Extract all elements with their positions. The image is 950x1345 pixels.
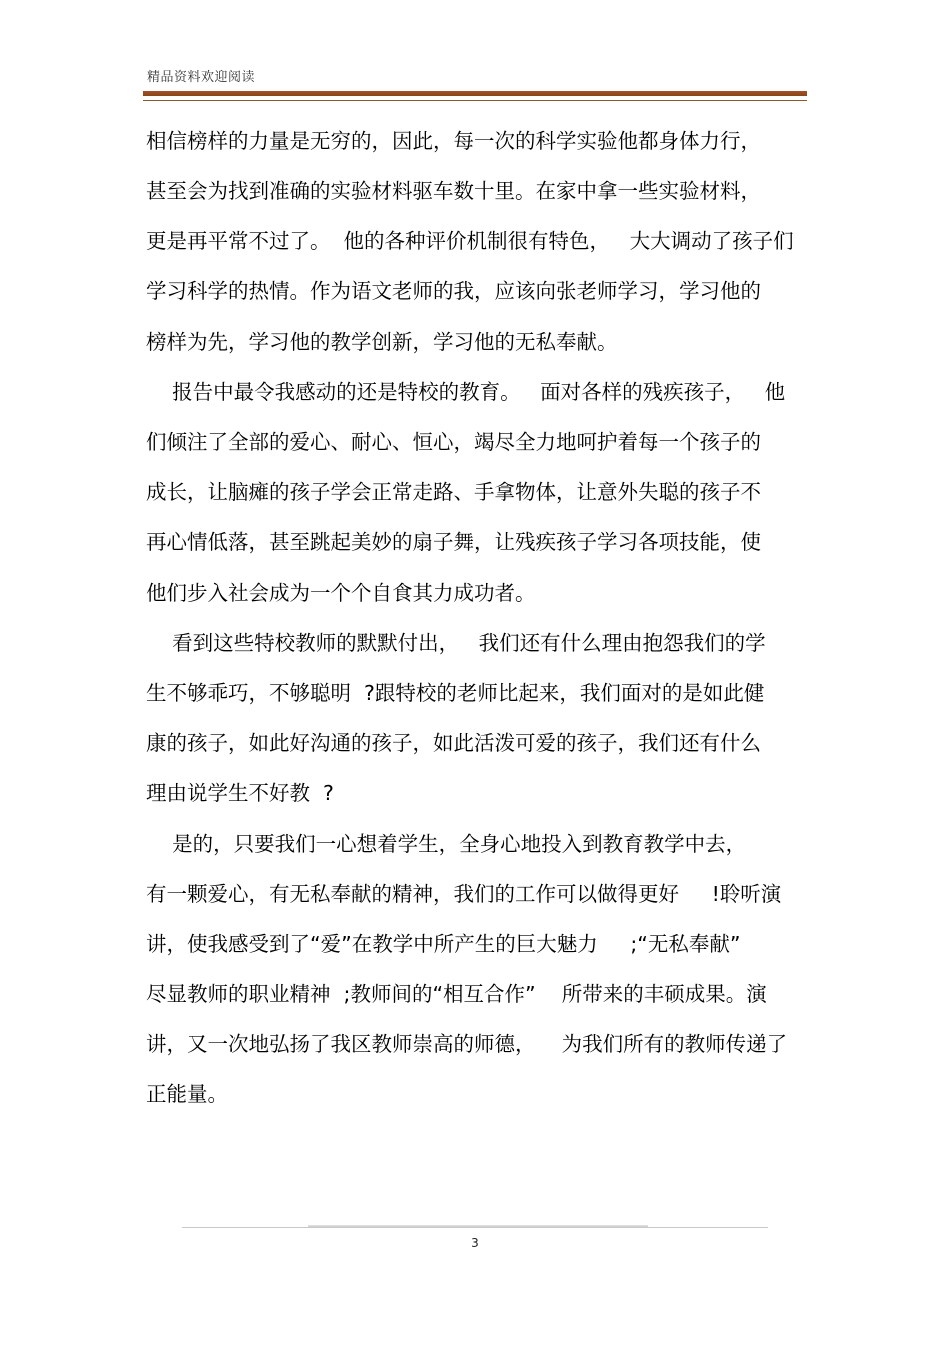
body-line: 学习科学的热情。作为语文老师的我，应该向张老师学习，学习他的 [146,279,761,303]
body-line: 讲，使我感受到了“爱”在教学中所产生的巨大魅力 ;“无私奉献” [146,932,741,956]
body-line: 理由说学生不好教 ? [146,781,334,805]
body-line: 榜样为先，学习他的教学创新，学习他的无私奉献。 [146,330,618,354]
header-divider-thin [143,100,807,101]
body-line: 他们步入社会成为一个个自食其力成功者。 [146,581,536,605]
body-line: 甚至会为找到准确的实验材料驱车数十里。在家中拿一些实验材料， [146,179,761,203]
body-line: 再心情低落，甚至跳起美妙的扇子舞，让残疾孩子学习各项技能，使 [146,530,761,554]
body-line: 有一颗爱心，有无私奉献的精神，我们的工作可以做得更好 !聆听演 [146,882,782,906]
body-line: 报告中最令我感动的还是特校的教育。 面对各样的残疾孩子， 他 [146,380,786,404]
body-line: 们倾注了全部的爱心、耐心、恒心，竭尽全力地呵护着每一个孩子的 [146,430,761,454]
header-title: 精品资料欢迎阅读 [147,70,256,85]
page-number: 3 [471,1236,479,1250]
body-line: 更是再平常不过了。 他的各种评价机制很有特色， 大大调动了孩子们 [146,229,794,253]
body-line: 讲，又一次地弘扬了我区教师崇高的师德， 为我们所有的教师传递了 [146,1032,788,1056]
body-line: 相信榜样的力量是无穷的，因此，每一次的科学实验他都身体力行， [146,129,761,153]
body-line: 正能量。 [146,1082,228,1106]
body-line: 成长，让脑瘫的孩子学会正常走路、手拿物体，让意外失聪的孩子不 [146,480,761,504]
body-line: 尽显教师的职业精神 ;教师间的“相互合作” 所带来的丰硕成果。演 [146,982,767,1006]
header-divider-thick [143,91,807,96]
footer-divider [182,1227,768,1228]
body-line: 康的孩子，如此好沟通的孩子，如此活泼可爱的孩子，我们还有什么 [146,731,761,755]
body-line: 是的，只要我们一心想着学生，全身心地投入到教育教学中去， [146,832,747,856]
body-line: 生不够乖巧，不够聪明 ?跟特校的老师比起来，我们面对的是如此健 [146,681,765,705]
body-line: 看到这些特校教师的默默付出， 我们还有什么理由抱怨我们的学 [146,631,766,655]
